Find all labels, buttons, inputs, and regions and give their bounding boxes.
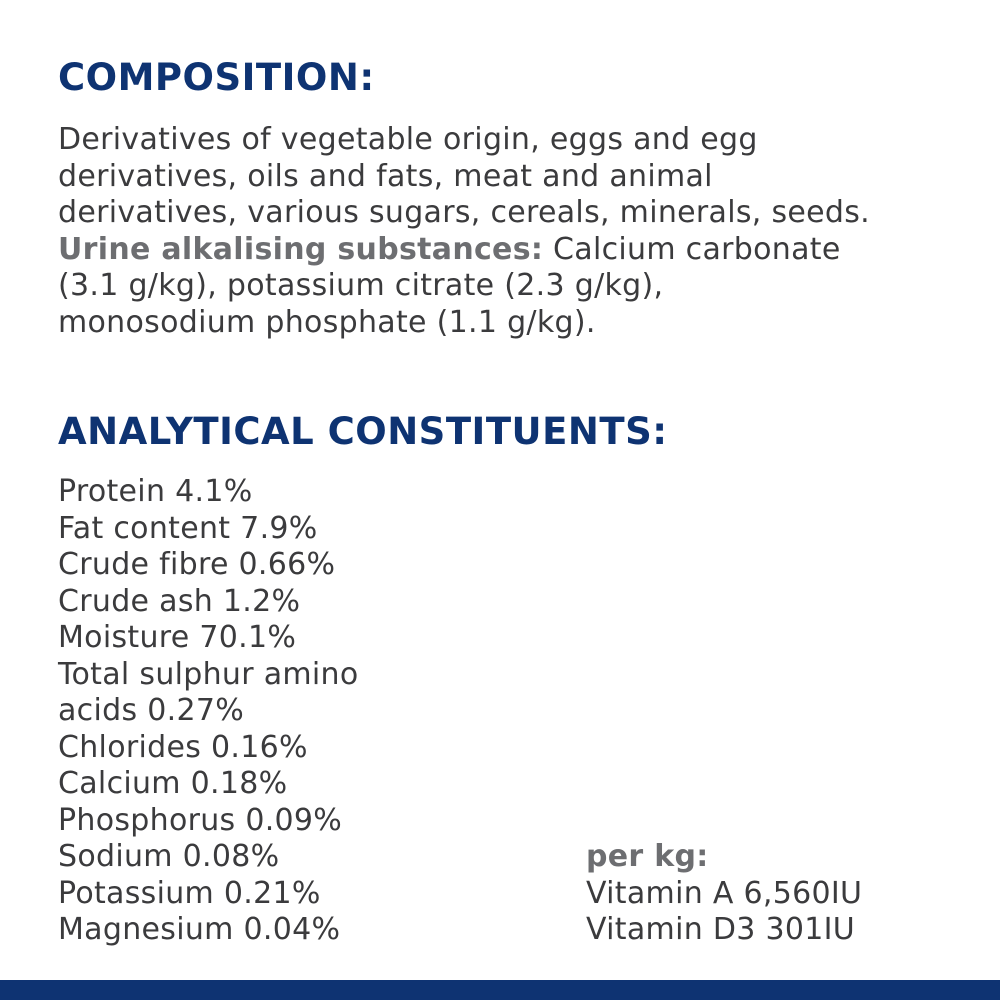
constituent-item: acids 0.27%	[58, 693, 245, 728]
urine-alkalising-line: (3.1 g/kg), potassium citrate (2.3 g/kg),	[58, 268, 664, 303]
constituent-item: Crude ash 1.2%	[58, 583, 301, 619]
footer-band	[0, 980, 1000, 1000]
constituent-item: Protein 4.1%	[58, 474, 253, 509]
analytical-constituents-list	[58, 474, 359, 949]
vitamin-item: Vitamin D3 301IU	[586, 912, 856, 947]
urine-alkalising-line	[58, 232, 870, 269]
urine-alkalising-label: Urine alkalising substances:	[58, 231, 544, 267]
constituent-item: Chlorides 0.16%	[58, 729, 308, 765]
constituent-item: Total sulphur amino	[58, 656, 359, 692]
constituent-item: Calcium 0.18%	[58, 766, 288, 801]
vitamin-item: Vitamin A 6,560IU	[586, 875, 863, 911]
constituent-item: Crude fibre 0.66%	[58, 547, 336, 582]
urine-alkalising-text: Calcium carbonate	[543, 231, 841, 267]
composition-text	[58, 122, 870, 341]
urine-alkalising-line: monosodium phosphate (1.1 g/kg).	[58, 304, 596, 340]
constituent-item: Potassium 0.21%	[58, 875, 321, 911]
analytical-constituents-heading: ANALYTICAL CONSTITUENTS:	[58, 410, 668, 453]
composition-line: derivatives, various sugars, cereals, minerals, seeds.	[58, 195, 871, 230]
per-kg-label: per kg:	[586, 839, 709, 874]
constituent-item: Moisture 70.1%	[58, 620, 297, 655]
constituent-item: Magnesium 0.04%	[58, 912, 341, 947]
per-kg-list	[586, 839, 862, 949]
composition-heading: COMPOSITION:	[58, 56, 375, 99]
constituent-item: Sodium 0.08%	[58, 839, 280, 874]
constituent-item: Phosphorus 0.09%	[58, 802, 343, 838]
composition-line: Derivatives of vegetable origin, eggs and egg	[58, 122, 758, 157]
composition-line: derivatives, oils and fats, meat and animal	[58, 158, 713, 194]
constituent-item: Fat content 7.9%	[58, 510, 318, 546]
